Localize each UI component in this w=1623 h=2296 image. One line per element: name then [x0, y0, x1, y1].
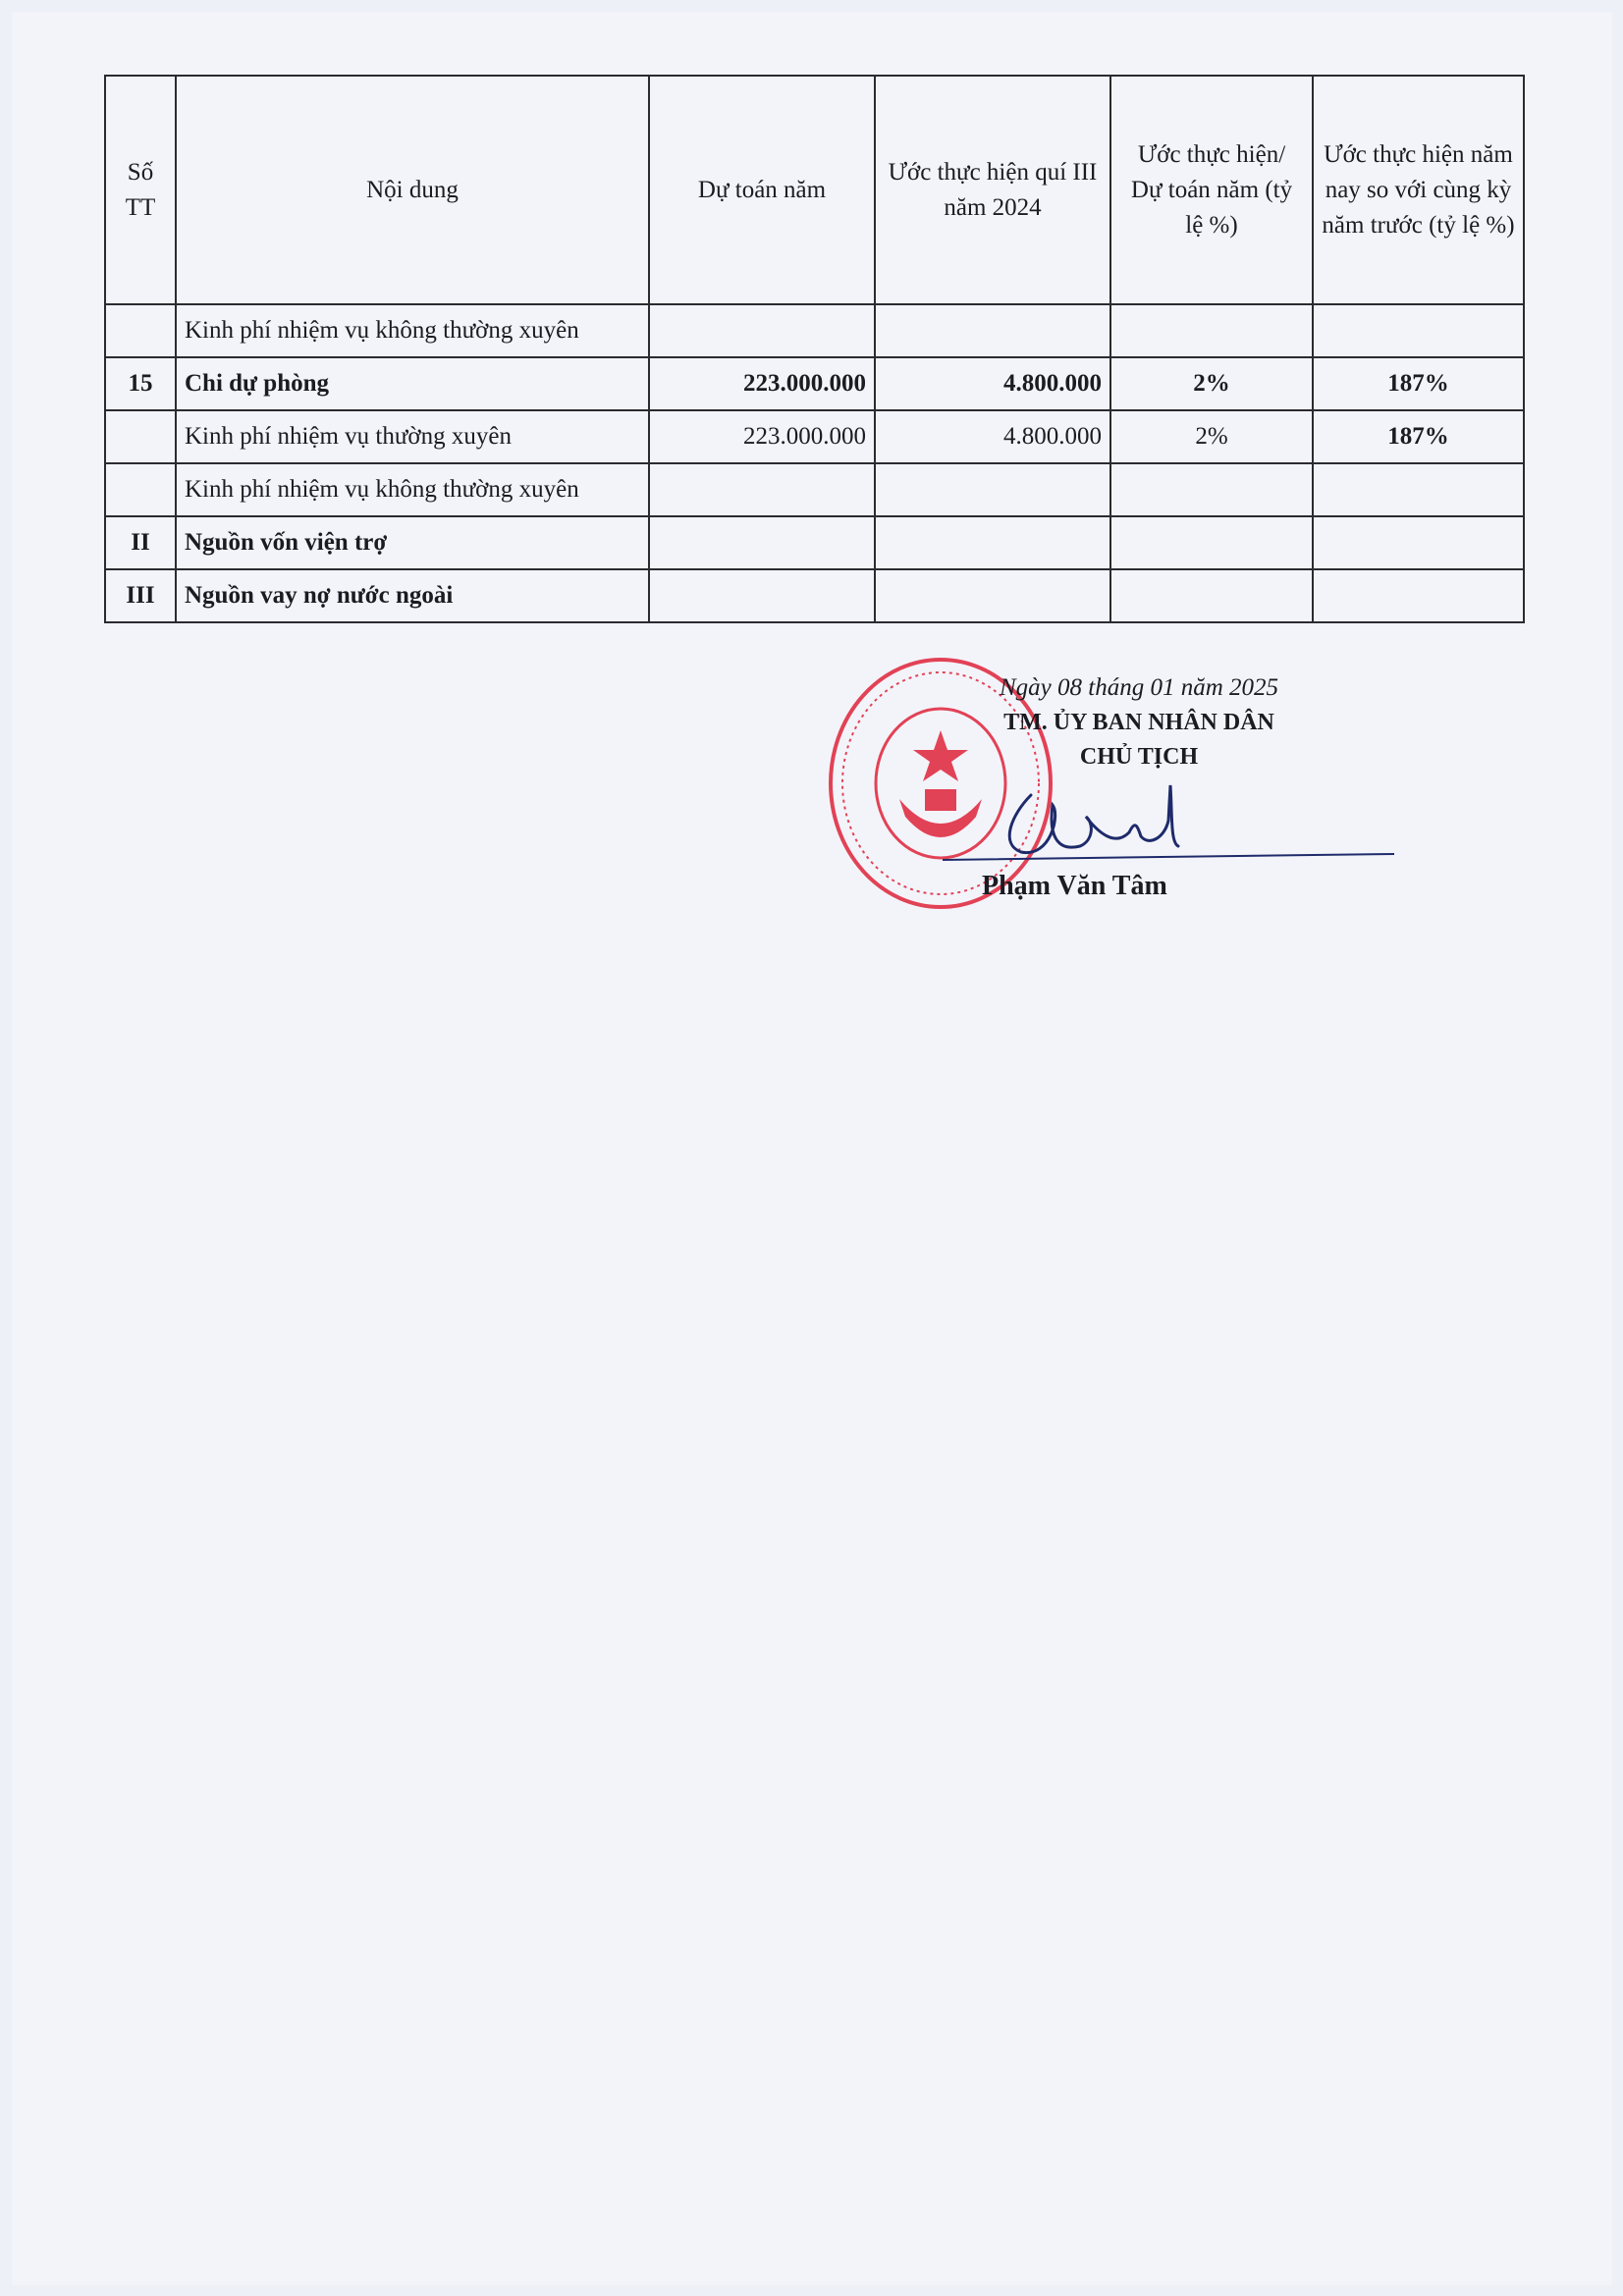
cell-stt — [105, 463, 176, 516]
cell-q3 — [875, 304, 1110, 357]
budget-table — [104, 75, 1525, 623]
cell-ratio-plan — [1110, 304, 1313, 357]
signature-block — [884, 671, 1394, 774]
header-stt: Số TT — [105, 76, 176, 304]
cell-q3 — [875, 463, 1110, 516]
header-ratio-prev: Ước thực hiện năm nay so với cùng kỳ năm trước (tỷ lệ %) — [1313, 76, 1524, 304]
cell-estimate — [649, 569, 875, 622]
header-q3: Ước thực hiện quí III năm 2024 — [875, 76, 1110, 304]
cell-ratio-prev: 187% — [1313, 410, 1524, 463]
signer-name: Phạm Văn Tâm — [982, 871, 1167, 901]
cell-content: Chi dự phòng — [176, 357, 649, 410]
cell-content: Kinh phí nhiệm vụ không thường xuyên — [176, 304, 649, 357]
cell-content: Nguồn vốn viện trợ — [176, 516, 649, 569]
cell-ratio-prev — [1313, 304, 1524, 357]
table-row — [105, 410, 1524, 463]
signature-title: CHỦ TỊCH — [1079, 744, 1199, 770]
table-row — [105, 516, 1524, 569]
cell-ratio-plan — [1110, 463, 1313, 516]
cell-ratio-plan: 2% — [1110, 410, 1313, 463]
cell-estimate — [649, 304, 875, 357]
header-estimate: Dự toán năm — [649, 76, 875, 304]
cell-stt — [105, 410, 176, 463]
cell-estimate — [649, 516, 875, 569]
signature-org: TM. ỦY BAN NHÂN DÂN — [1003, 710, 1274, 735]
table-header-row — [105, 76, 1524, 304]
cell-content: Nguồn vay nợ nước ngoài — [176, 569, 649, 622]
header-ratio-plan: Ước thực hiện/ Dự toán năm (tỷ lệ %) — [1110, 76, 1313, 304]
cell-estimate: 223.000.000 — [649, 357, 875, 410]
cell-ratio-plan: 2% — [1110, 357, 1313, 410]
table-row — [105, 569, 1524, 622]
table-row — [105, 304, 1524, 357]
cell-ratio-prev: 187% — [1313, 357, 1524, 410]
cell-q3 — [875, 569, 1110, 622]
cell-estimate — [649, 463, 875, 516]
cell-ratio-plan — [1110, 569, 1313, 622]
cell-q3 — [875, 516, 1110, 569]
signature-icon — [884, 756, 1394, 883]
table-row — [105, 357, 1524, 410]
cell-stt: II — [105, 516, 176, 569]
cell-q3: 4.800.000 — [875, 357, 1110, 410]
cell-ratio-prev — [1313, 463, 1524, 516]
cell-content: Kinh phí nhiệm vụ không thường xuyên — [176, 463, 649, 516]
cell-stt — [105, 304, 176, 357]
cell-q3: 4.800.000 — [875, 410, 1110, 463]
cell-estimate: 223.000.000 — [649, 410, 875, 463]
cell-stt: 15 — [105, 357, 176, 410]
cell-content: Kinh phí nhiệm vụ thường xuyên — [176, 410, 649, 463]
cell-ratio-prev — [1313, 516, 1524, 569]
cell-stt: III — [105, 569, 176, 622]
cell-ratio-prev — [1313, 569, 1524, 622]
header-content: Nội dung — [176, 76, 649, 304]
table-row — [105, 463, 1524, 516]
cell-ratio-plan — [1110, 516, 1313, 569]
signature-date: Ngày 08 tháng 01 năm 2025 — [999, 674, 1279, 701]
